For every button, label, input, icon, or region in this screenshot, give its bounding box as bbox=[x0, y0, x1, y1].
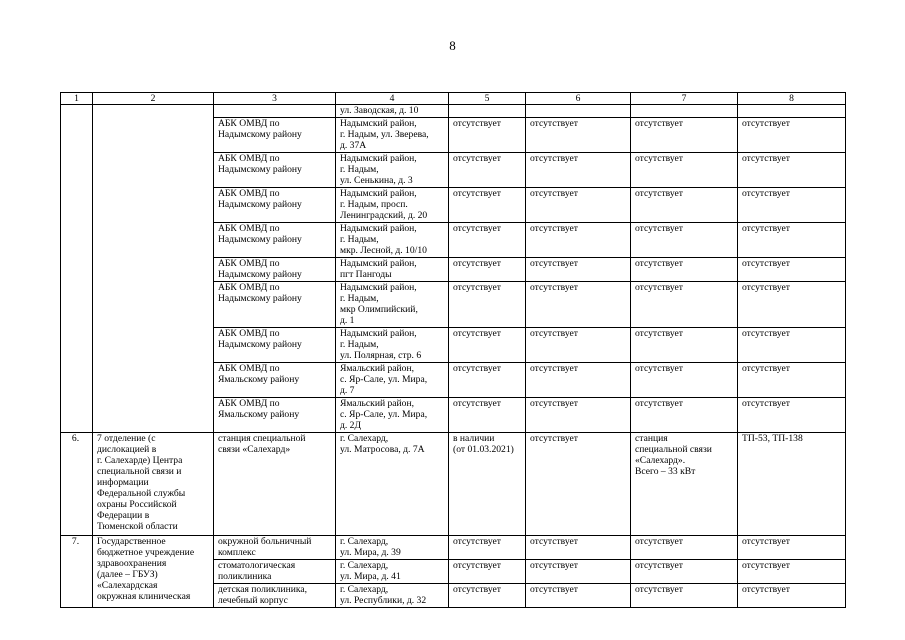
object-cell bbox=[214, 105, 336, 118]
cell: отсутствует bbox=[526, 398, 631, 433]
cell bbox=[449, 105, 526, 118]
cell: отсутствует bbox=[526, 258, 631, 282]
row-number-cell bbox=[61, 105, 93, 433]
address-cell: Надымский район, г. Надым, ул. Зверева, д. 37А bbox=[336, 118, 449, 153]
address-cell: Надымский район, г. Надым, просп. Ленинградский, д. 20 bbox=[336, 188, 449, 223]
cell: отсутствует bbox=[738, 153, 846, 188]
object-cell: АБК ОМВД по Надымскому району bbox=[214, 153, 336, 188]
object-cell: АБК ОМВД по Надымскому району bbox=[214, 223, 336, 258]
cell: отсутствует bbox=[449, 328, 526, 363]
cell: отсутствует bbox=[526, 153, 631, 188]
cell: отсутствует bbox=[526, 433, 631, 536]
object-cell: стоматологическая поликлиника bbox=[214, 560, 336, 584]
facilities-table bbox=[60, 92, 846, 608]
cell: отсутствует bbox=[631, 398, 738, 433]
cell: отсутствует bbox=[449, 398, 526, 433]
cell: отсутствует bbox=[631, 188, 738, 223]
table-row bbox=[61, 433, 846, 536]
cell: отсутствует bbox=[738, 118, 846, 153]
cell: отсутствует bbox=[738, 536, 846, 560]
cell: отсутствует bbox=[449, 153, 526, 188]
cell: отсутствует bbox=[449, 223, 526, 258]
object-cell: АБК ОМВД по Надымскому району bbox=[214, 282, 336, 328]
object-cell: детская поликлиника, лечебный корпус bbox=[214, 584, 336, 608]
cell: отсутствует bbox=[738, 223, 846, 258]
cell: отсутствует bbox=[631, 223, 738, 258]
cell: отсутствует bbox=[738, 363, 846, 398]
cell: отсутствует bbox=[631, 153, 738, 188]
cell: отсутствует bbox=[631, 328, 738, 363]
column-header: 7 bbox=[631, 93, 738, 105]
address-cell: ул. Заводская, д. 10 bbox=[336, 105, 449, 118]
object-cell: окружной больничный комплекс bbox=[214, 536, 336, 560]
cell: отсутствует bbox=[631, 258, 738, 282]
column-header: 5 bbox=[449, 93, 526, 105]
cell: отсутствует bbox=[631, 363, 738, 398]
cell: отсутствует bbox=[526, 363, 631, 398]
address-cell: г. Салехард, ул. Мира, д. 39 bbox=[336, 536, 449, 560]
cell bbox=[631, 105, 738, 118]
cell: отсутствует bbox=[631, 560, 738, 584]
column-header: 1 bbox=[61, 93, 93, 105]
cell: отсутствует bbox=[526, 223, 631, 258]
organization-cell bbox=[93, 105, 214, 433]
cell: отсутствует bbox=[449, 560, 526, 584]
table-row bbox=[61, 105, 846, 118]
address-cell: Ямальский район, с. Яр-Сале, ул. Мира, д. 7 bbox=[336, 363, 449, 398]
cell: отсутствует bbox=[631, 584, 738, 608]
header-row bbox=[61, 93, 846, 105]
address-cell: г. Салехард, ул. Республики, д. 32 bbox=[336, 584, 449, 608]
organization-cell: Государственное бюджетное учреждение здравоохранения (далее – ГБУЗ) «Салехардская окружная клиническая bbox=[93, 536, 214, 608]
cell: отсутствует bbox=[526, 328, 631, 363]
cell: отсутствует bbox=[449, 536, 526, 560]
cell: отсутствует bbox=[526, 584, 631, 608]
address-cell: Надымский район, г. Надым, мкр Олимпийский, д. 1 bbox=[336, 282, 449, 328]
cell: отсутствует bbox=[449, 118, 526, 153]
object-cell: станция специальной связи «Салехард» bbox=[214, 433, 336, 536]
cell: отсутствует bbox=[526, 560, 631, 584]
cell: отсутствует bbox=[738, 258, 846, 282]
cell: отсутствует bbox=[738, 398, 846, 433]
object-cell: АБК ОМВД по Надымскому району bbox=[214, 118, 336, 153]
cell: отсутствует bbox=[449, 363, 526, 398]
column-header: 4 bbox=[336, 93, 449, 105]
cell: отсутствует bbox=[631, 536, 738, 560]
address-cell: Ямальский район, с. Яр-Сале, ул. Мира, д. 2Д bbox=[336, 398, 449, 433]
address-cell: Надымский район, пгт Пангоды bbox=[336, 258, 449, 282]
cell: отсутствует bbox=[631, 118, 738, 153]
cell bbox=[738, 105, 846, 118]
address-cell: Надымский район, г. Надым, ул. Сенькина, д. 3 bbox=[336, 153, 449, 188]
organization-cell: 7 отделение (с дислокацией в г. Салехарде) Центра специальной связи и информации Федеральной службы охраны Российской Федерации в Тюменской области bbox=[93, 433, 214, 536]
cell bbox=[526, 105, 631, 118]
object-cell: АБК ОМВД по Надымскому району bbox=[214, 188, 336, 223]
cell: отсутствует bbox=[526, 536, 631, 560]
page-number: 8 bbox=[449, 38, 456, 53]
address-cell: г. Салехард, ул. Матросова, д. 7А bbox=[336, 433, 449, 536]
object-cell: АБК ОМВД по Ямальскому району bbox=[214, 363, 336, 398]
cell: отсутствует bbox=[738, 584, 846, 608]
object-cell: АБК ОМВД по Надымскому району bbox=[214, 258, 336, 282]
cell: отсутствует bbox=[738, 560, 846, 584]
row-number-cell: 6. bbox=[61, 433, 93, 536]
object-cell: АБК ОМВД по Надымскому району bbox=[214, 328, 336, 363]
table-row bbox=[61, 536, 846, 560]
cell: ТП-53, ТП-138 bbox=[738, 433, 846, 536]
column-header: 2 bbox=[93, 93, 214, 105]
column-header: 8 bbox=[738, 93, 846, 105]
cell: станция специальной связи «Салехард». Всего – 33 кВт bbox=[631, 433, 738, 536]
address-cell: Надымский район, г. Надым, ул. Полярная, стр. 6 bbox=[336, 328, 449, 363]
cell: отсутствует bbox=[631, 282, 738, 328]
address-cell: г. Салехард, ул. Мира, д. 41 bbox=[336, 560, 449, 584]
cell: отсутствует bbox=[449, 258, 526, 282]
cell: отсутствует bbox=[738, 328, 846, 363]
cell: в наличии (от 01.03.2021) bbox=[449, 433, 526, 536]
column-header: 3 bbox=[214, 93, 336, 105]
cell: отсутствует bbox=[526, 282, 631, 328]
cell: отсутствует bbox=[449, 282, 526, 328]
cell: отсутствует bbox=[526, 188, 631, 223]
cell: отсутствует bbox=[738, 188, 846, 223]
address-cell: Надымский район, г. Надым, мкр. Лесной, д. 10/10 bbox=[336, 223, 449, 258]
cell: отсутствует bbox=[738, 282, 846, 328]
cell: отсутствует bbox=[449, 188, 526, 223]
object-cell: АБК ОМВД по Ямальскому району bbox=[214, 398, 336, 433]
row-number-cell: 7. bbox=[61, 536, 93, 608]
column-header: 6 bbox=[526, 93, 631, 105]
cell: отсутствует bbox=[449, 584, 526, 608]
cell: отсутствует bbox=[526, 118, 631, 153]
